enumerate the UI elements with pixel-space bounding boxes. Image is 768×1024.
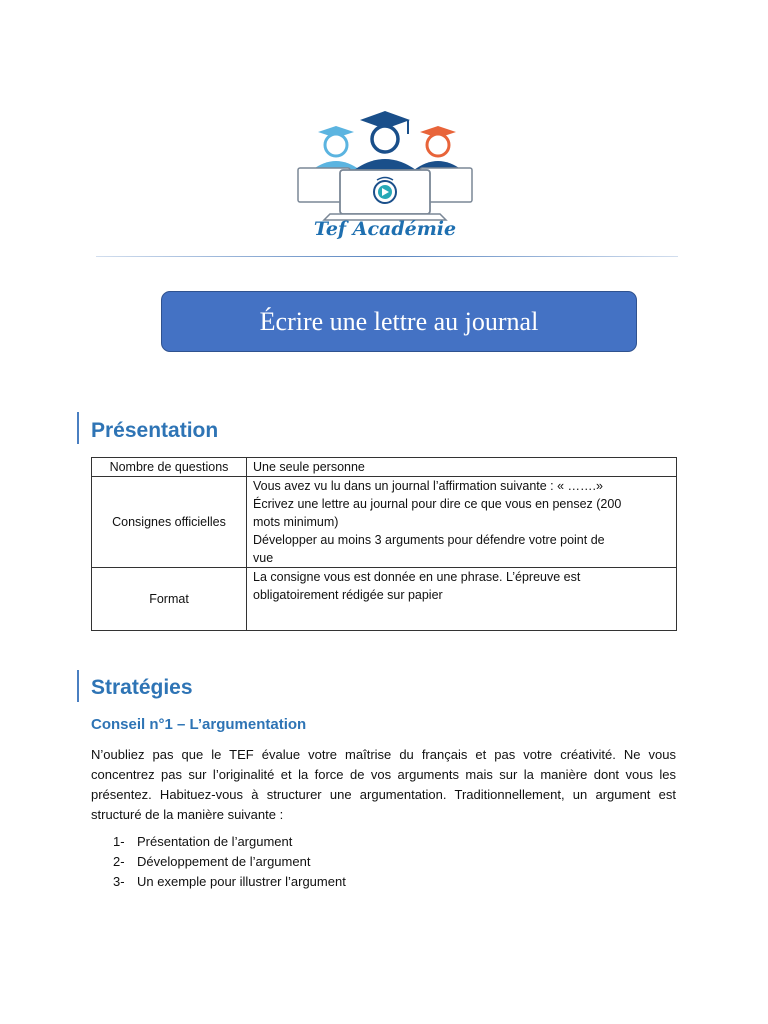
list-item-text: Développement de l’argument — [137, 854, 311, 869]
section-marker — [77, 412, 79, 444]
conseil-title: Conseil n°1 – L’argumentation — [91, 716, 307, 733]
table-value — [247, 477, 677, 568]
list-item — [91, 872, 346, 892]
table-value-line: Développer au moins 3 arguments pour défendre votre point de — [253, 533, 605, 547]
table-key: Nombre de questions — [92, 458, 247, 477]
argument-steps-list — [91, 832, 346, 892]
table-value-line: mots minimum) — [253, 515, 339, 529]
section-heading-presentation: Présentation — [91, 419, 219, 442]
table-value-line: Une seule personne — [253, 460, 365, 474]
table-key: Format — [92, 568, 247, 631]
list-item-number: 3- — [113, 874, 125, 889]
table-value-line: vue — [253, 551, 274, 565]
table-value — [247, 458, 677, 477]
document-title: Écrire une lettre au journal — [259, 306, 539, 336]
list-item-text: Un exemple pour illustrer l’argument — [137, 874, 346, 889]
list-item-number: 1- — [113, 834, 125, 849]
table-value-line: Écrivez une lettre au journal pour dire ce que vous en pensez (200 — [253, 497, 622, 511]
table-key: Consignes officielles — [92, 477, 247, 568]
section-marker — [77, 670, 79, 702]
header-divider — [96, 256, 678, 257]
table-value-line: Vous avez vu lu dans un journal l’affirmation suivante : « …….» — [253, 479, 603, 493]
table-value-line: La consigne vous est donnée en une phrase. L’épreuve est — [253, 570, 581, 584]
list-item-text: Présentation de l’argument — [137, 834, 293, 849]
section-heading-strategies: Stratégies — [91, 676, 193, 699]
table-row — [92, 568, 677, 631]
list-item — [91, 832, 346, 852]
list-item-number: 2- — [113, 854, 125, 869]
table-value-line: obligatoirement rédigée sur papier — [253, 588, 443, 602]
list-item — [91, 852, 346, 872]
table-row — [92, 458, 677, 477]
logo-wordmark: Tef Académie — [313, 218, 457, 240]
table-value — [247, 568, 677, 631]
table-row — [92, 477, 677, 568]
presentation-table — [91, 457, 677, 631]
strategy-paragraph: N’oubliez pas que le TEF évalue votre maîtrise du français et pas votre créativité. Ne vous concentrez pas sur l’originalité et la force de vos arguments mais sur la manière dont vous les présentez. Habituez-vous à structurer une argumentation. Traditionnellement, un argument est structuré de la manière suivante : — [91, 747, 676, 822]
document-title-box — [161, 291, 637, 352]
